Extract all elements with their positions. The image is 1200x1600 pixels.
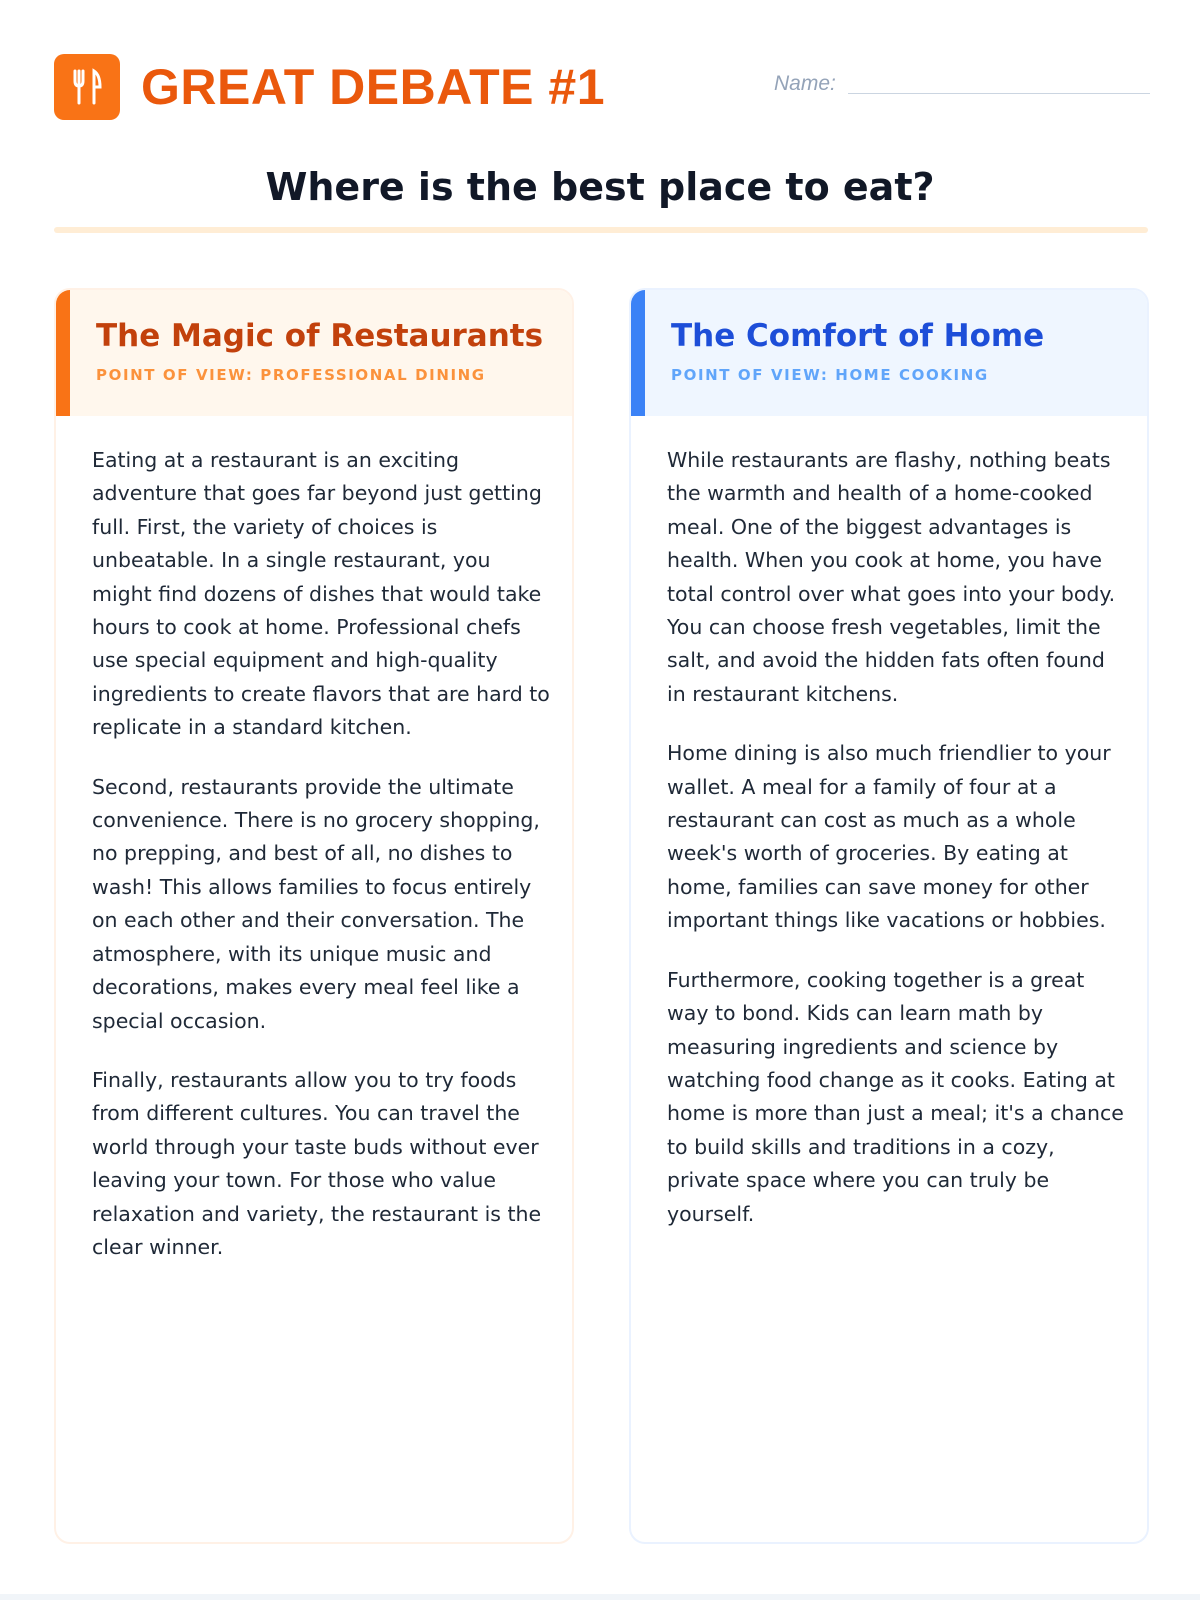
paragraph: Home dining is also much friendlier to your wallet. A meal for a family of four at a restaurant can cost as much as a whole week's worth of groceries. By eating at home, families can save money for other important things like vacations or hobbies.: [667, 741, 1111, 933]
card-body: [667, 444, 1127, 1257]
logo-badge: [54, 54, 120, 120]
paragraph: Finally, restaurants allow you to try foods from different cultures. You can travel the world through your taste buds without ever leaving your town. For those who value relaxation and variety, the restaurant is the clear winner.: [92, 1067, 542, 1259]
header-divider: [54, 227, 1148, 233]
worksheet-title: GREAT DEBATE #1: [141, 59, 606, 115]
point-of-view-label: POINT OF VIEW: PROFESSIONAL DINING: [96, 366, 486, 384]
debate-question: Where is the best place to eat?: [265, 165, 935, 209]
fork-knife-icon: [67, 67, 107, 107]
paragraph: Second, restaurants provide the ultimate convenience. There is no grocery shopping, no prepping, and best of all, no dishes to wash! This allows families to focus entirely on each other and their conversation. The atmosphere, with its unique music and decorations, makes every meal feel like a special occasion.: [92, 774, 540, 1033]
page-bottom-strip: [0, 1594, 1200, 1600]
card-title: The Comfort of Home: [671, 318, 1045, 354]
home-argument-card: [629, 288, 1149, 1544]
paragraph: Furthermore, cooking together is a great way to bond. Kids can learn math by measuring ingredients and science by watching food change as it cooks. Eating at home is more than just a meal; it's a chance to build skills and traditions in a cozy, private space where you can truly be yourself.: [667, 967, 1124, 1226]
paragraph: While restaurants are flashy, nothing beats the warmth and health of a home-cooked meal. One of the biggest advantages is health. When you cook at home, you have total control over what goes into your body. You can choose fresh vegetables, limit the salt, and avoid the hidden fats often found in restaurant kitchens.: [667, 448, 1116, 706]
card-header: [56, 290, 572, 416]
restaurant-argument-card: [54, 288, 574, 1544]
name-field-line[interactable]: [848, 93, 1150, 94]
card-body: [92, 444, 552, 1290]
point-of-view-label: POINT OF VIEW: HOME COOKING: [671, 366, 989, 384]
name-label: Name:: [774, 72, 836, 95]
card-title: The Magic of Restaurants: [96, 318, 544, 354]
paragraph: Eating at a restaurant is an exciting adventure that goes far beyond just getting full. First, the variety of choices is unbeatable. In a single restaurant, you might find dozens of dishes that would take hours to cook at home. Professional chefs use special equipment and high-quality ingredients to create flavors that are hard to replicate in a standard kitchen.: [92, 448, 550, 740]
card-header: [631, 290, 1147, 416]
worksheet-header: [54, 54, 1148, 120]
